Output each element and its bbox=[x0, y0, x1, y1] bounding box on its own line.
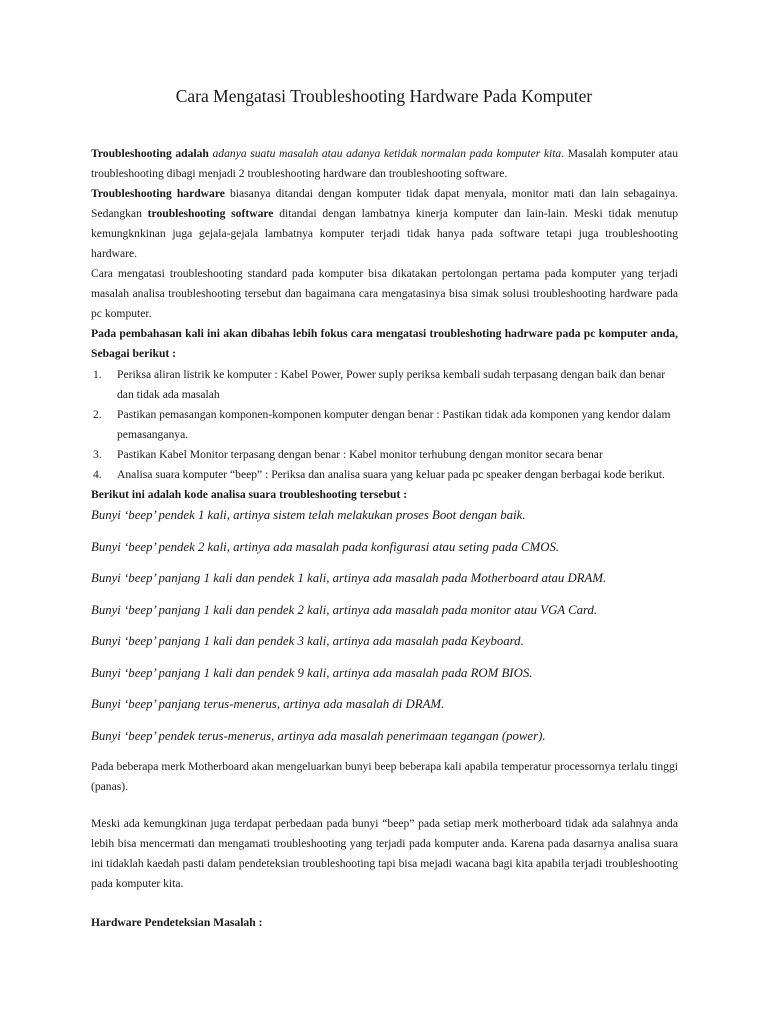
list-item bbox=[91, 445, 678, 465]
beep-code-item: Bunyi ‘beep’ panjang terus-menerus, artinya ada masalah di DRAM. bbox=[91, 697, 445, 711]
list-item bbox=[91, 365, 678, 405]
paragraph-beep-intro bbox=[91, 485, 678, 505]
beep-code-item: Bunyi ‘beep’ pendek 2 kali, artinya ada masalah pada konfigurasi atau seting pada CMOS. bbox=[91, 539, 560, 554]
beep-code-item: Bunyi ‘beep’ panjang 1 kali dan pendek 2 kali, artinya ada masalah pada monitor atau VGA Card. bbox=[91, 602, 598, 617]
paragraph-note: Meski ada kemungkinan juga terdapat perbedaan pada bunyi “beep” pada setiap merk motherboard tidak ada salahnya anda lebih bisa mencermati dan mengamati troubleshooting yang terjadi pada komputer anda. Karena pada dasarnya analisa suara ini tidaklah kaedah pasti dalam pendeteksian troubleshooting tapi bisa mejadi wacana bagi kita apabila terjadi troubleshooting pada komputer kita. bbox=[91, 817, 678, 890]
paragraph-temperature: Pada beberapa merk Motherboard akan mengeluarkan bunyi beep beberapa kali apabila temperatur processornya terlalu tinggi (panas). bbox=[91, 760, 678, 793]
paragraph-intro-list bbox=[91, 324, 678, 363]
list-number: 1. bbox=[93, 368, 102, 381]
paragraph-text: ditandai dengan lambatnya kinerja komputer dan lain-lain. Meski tidak menutup kemungknkinan juga gejala-gejala lambatnya komputer terjadi tidak hanya pada software tetapi juga troubleshooting hardware. bbox=[91, 207, 678, 260]
paragraph-standard: Cara mengatasi troubleshooting standard pada komputer bisa dikatakan pertolongan pertama pada komputer yang terjadi masalah analisa troubleshooting tersebut dan bagaimana cara mengatasinya bisa simak solusi troubleshooting hardware pada pc komputer. bbox=[91, 267, 678, 320]
list-item bbox=[91, 465, 678, 485]
beep-code-item: Bunyi ‘beep’ panjang 1 kali dan pendek 1 kali, artinya ada masalah pada Motherboard atau DRAM. bbox=[91, 571, 607, 585]
document-body bbox=[91, 144, 678, 933]
paragraph-text: . Masalah komputer atau troubleshooting dibagi menjadi 2 troubleshooting hardware dan troubleshooting software. bbox=[91, 147, 678, 180]
beep-code-item: Bunyi ‘beep’ pendek 1 kali, artinya sistem telah melakukan proses Boot dengan baik. bbox=[91, 508, 526, 522]
page-title: Cara Mengatasi Troubleshooting Hardware Pada Komputer bbox=[175, 86, 593, 106]
list-item bbox=[91, 405, 678, 445]
list-text: Pastikan pemasangan komponen-komponen komputer dengan benar : Pastikan tidak ada komponen yang kendor dalam pemasanganya. bbox=[117, 408, 671, 441]
list-number: 4. bbox=[93, 468, 102, 481]
beep-code-item: Bunyi ‘beep’ pendek terus-menerus, artinya ada masalah penerimaan tegangan (power). bbox=[91, 728, 546, 743]
beep-code-list bbox=[91, 505, 678, 746]
bold-intro: Pada pembahasan kali ini akan dibahas lebih fokus cara mengatasi troubleshoting hadrware pada pc komputer anda, Sebagai berikut : bbox=[91, 327, 678, 360]
section-heading: Hardware Pendeteksian Masalah : bbox=[91, 916, 263, 929]
beep-code-item: Bunyi ‘beep’ panjang 1 kali dan pendek 3 kali, artinya ada masalah pada Keyboard. bbox=[91, 634, 524, 648]
list-text: Pastikan Kabel Monitor terpasang dengan benar : Kabel monitor terhubung dengan monitor secara benar bbox=[117, 448, 603, 461]
paragraph-text: biasanya ditandai dengan komputer tidak dapat menyala, monitor mati dan lain sebagainya. Sedangkan bbox=[91, 187, 678, 220]
list-number: 2. bbox=[93, 408, 102, 421]
beep-code-item: Bunyi ‘beep’ panjang 1 kali dan pendek 9 kali, artinya ada masalah pada ROM BIOS. bbox=[91, 665, 533, 680]
list-number: 3. bbox=[93, 448, 102, 461]
list-text: Analisa suara komputer “beep” : Periksa dan analisa suara yang keluar pada pc speaker dengan berbagai kode berikut. bbox=[117, 468, 665, 481]
paragraph-hardware-software bbox=[91, 184, 678, 264]
bold-beep-intro: Berikut ini adalah kode analisa suara troubleshooting tersebut : bbox=[91, 488, 408, 501]
bold-term-software: troubleshooting software bbox=[147, 207, 274, 220]
bold-term-hardware: Troubleshooting hardware bbox=[91, 187, 225, 200]
list-text: Periksa aliran listrik ke komputer : Kabel Power, Power suply periksa kembali sudah terpasang dengan baik dan benar dan tidak ada masalah bbox=[117, 368, 666, 401]
bold-term: Troubleshooting adalah bbox=[91, 147, 209, 160]
italic-definition: adanya suatu masalah atau adanya ketidak normalan pada komputer kita bbox=[212, 147, 562, 160]
paragraph-definition bbox=[91, 144, 678, 184]
checklist bbox=[91, 365, 678, 485]
